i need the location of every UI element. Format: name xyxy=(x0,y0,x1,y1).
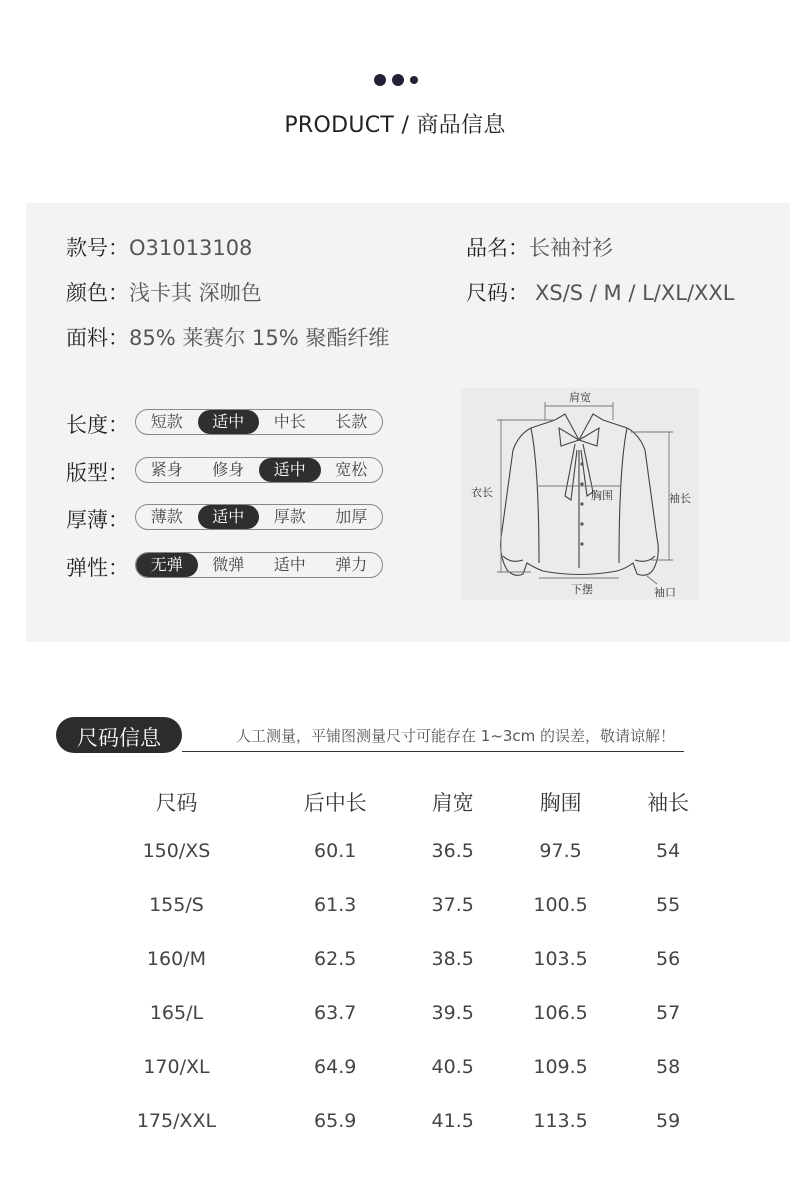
size-label: 尺码： xyxy=(466,281,529,305)
table-row xyxy=(88,1094,715,1148)
option-mid-long: 中长 xyxy=(273,412,306,431)
col-sleeve: 袖长 xyxy=(647,791,690,815)
table-cell: 65.9 xyxy=(314,1110,357,1132)
decorative-dots xyxy=(374,73,418,87)
table-cell: 175/XXL xyxy=(136,1110,217,1132)
size-value: XS/S / M / L/XL/XXL xyxy=(535,281,735,305)
table-cell: 41.5 xyxy=(431,1110,474,1132)
col-back-length: 后中长 xyxy=(303,791,367,815)
table-cell: 54 xyxy=(656,840,681,862)
fabric-label: 面料： xyxy=(66,326,129,350)
table-cell: 39.5 xyxy=(431,1002,474,1024)
table-cell: 155/S xyxy=(149,894,204,916)
chest-label: 胸围 xyxy=(591,489,613,502)
product-fabric xyxy=(66,322,389,352)
option-long: 长款 xyxy=(335,412,368,431)
option-thin: 薄款 xyxy=(150,507,183,526)
size-table xyxy=(88,780,715,1148)
page-title: PRODUCT / 商品信息 xyxy=(284,113,506,138)
option-normal-selected: 适中 xyxy=(198,505,260,529)
table-cell: 170/XL xyxy=(143,1056,210,1078)
table-row xyxy=(88,878,715,932)
hem-label: 下摆 xyxy=(571,583,593,596)
table-cell: 36.5 xyxy=(431,840,474,862)
table-cell: 62.5 xyxy=(314,948,357,970)
table-cell: 58 xyxy=(656,1056,681,1078)
table-cell: 37.5 xyxy=(431,894,474,916)
product-name-value: 长袖衬衫 xyxy=(529,236,613,260)
measurement-note: 人工测量，平铺图测量尺寸可能存在 1~3cm 的误差，敬请谅解！ xyxy=(236,727,676,745)
table-cell: 40.5 xyxy=(431,1056,474,1078)
option-high-stretch: 弹力 xyxy=(335,555,368,574)
length-options xyxy=(135,409,383,435)
table-row xyxy=(88,986,715,1040)
col-size: 尺码 xyxy=(155,791,198,815)
size-info-header xyxy=(56,717,182,753)
style-number xyxy=(66,232,252,262)
table-cell: 106.5 xyxy=(533,1002,588,1024)
col-shoulder: 肩宽 xyxy=(431,791,474,815)
style-number-value: O31013108 xyxy=(129,236,253,260)
cuff-label: 袖口 xyxy=(654,586,676,599)
table-cell: 113.5 xyxy=(533,1110,588,1132)
col-chest: 胸围 xyxy=(539,791,582,815)
option-thick: 厚款 xyxy=(273,507,306,526)
table-cell: 56 xyxy=(656,948,681,970)
option-medium-stretch: 适中 xyxy=(273,555,306,574)
size-info-title: 尺码信息 xyxy=(77,726,161,750)
color-label: 颜色： xyxy=(66,281,129,305)
table-row xyxy=(88,824,715,878)
shoulder-width-label: 肩宽 xyxy=(569,391,591,404)
table-cell: 60.1 xyxy=(314,840,357,862)
table-cell: 97.5 xyxy=(539,840,582,862)
table-cell: 100.5 xyxy=(533,894,588,916)
product-size xyxy=(466,277,735,307)
table-cell: 63.7 xyxy=(314,1002,357,1024)
option-medium-selected: 适中 xyxy=(198,410,260,434)
elasticity-label: 弹性： xyxy=(66,556,129,580)
table-cell: 165/L xyxy=(149,1002,204,1024)
shirt-illustration xyxy=(461,388,699,600)
product-name xyxy=(466,232,613,262)
fit-label: 版型： xyxy=(66,461,129,485)
table-cell: 150/XS xyxy=(142,840,211,862)
table-cell: 103.5 xyxy=(533,948,588,970)
dot-icon xyxy=(374,74,386,86)
table-cell: 160/M xyxy=(146,948,206,970)
table-row xyxy=(88,1040,715,1094)
table-cell: 55 xyxy=(656,894,681,916)
option-no-stretch-selected: 无弹 xyxy=(136,553,198,577)
table-cell: 109.5 xyxy=(533,1056,588,1078)
table-cell: 57 xyxy=(656,1002,681,1024)
table-header-row xyxy=(88,780,715,824)
garment-measurement-diagram xyxy=(461,388,699,600)
option-short: 短款 xyxy=(150,412,183,431)
table-cell: 61.3 xyxy=(314,894,357,916)
elasticity-options xyxy=(135,552,383,578)
product-color xyxy=(66,277,262,307)
option-loose: 宽松 xyxy=(335,460,368,479)
dot-icon xyxy=(392,74,404,86)
option-extra-thick: 加厚 xyxy=(335,507,368,526)
option-regular-selected: 适中 xyxy=(259,458,321,482)
body-length-label: 衣长 xyxy=(471,486,493,499)
fabric-value: 85% 莱赛尔 15% 聚酯纤维 xyxy=(129,326,390,350)
fit-options xyxy=(135,457,383,483)
divider xyxy=(182,751,684,752)
table-row xyxy=(88,932,715,986)
option-slight-stretch: 微弹 xyxy=(212,555,245,574)
thickness-label: 厚薄： xyxy=(66,508,129,532)
sleeve-length-label: 袖长 xyxy=(669,492,691,505)
color-value: 浅卡其 深咖色 xyxy=(129,281,262,305)
product-name-label: 品名： xyxy=(466,236,529,260)
length-label: 长度： xyxy=(66,413,129,437)
style-number-label: 款号： xyxy=(66,236,129,260)
thickness-options xyxy=(135,504,383,530)
table-cell: 59 xyxy=(656,1110,681,1132)
option-tight: 紧身 xyxy=(150,460,183,479)
dot-icon xyxy=(410,76,418,84)
table-cell: 38.5 xyxy=(431,948,474,970)
table-cell: 64.9 xyxy=(314,1056,357,1078)
option-slim: 修身 xyxy=(212,460,245,479)
